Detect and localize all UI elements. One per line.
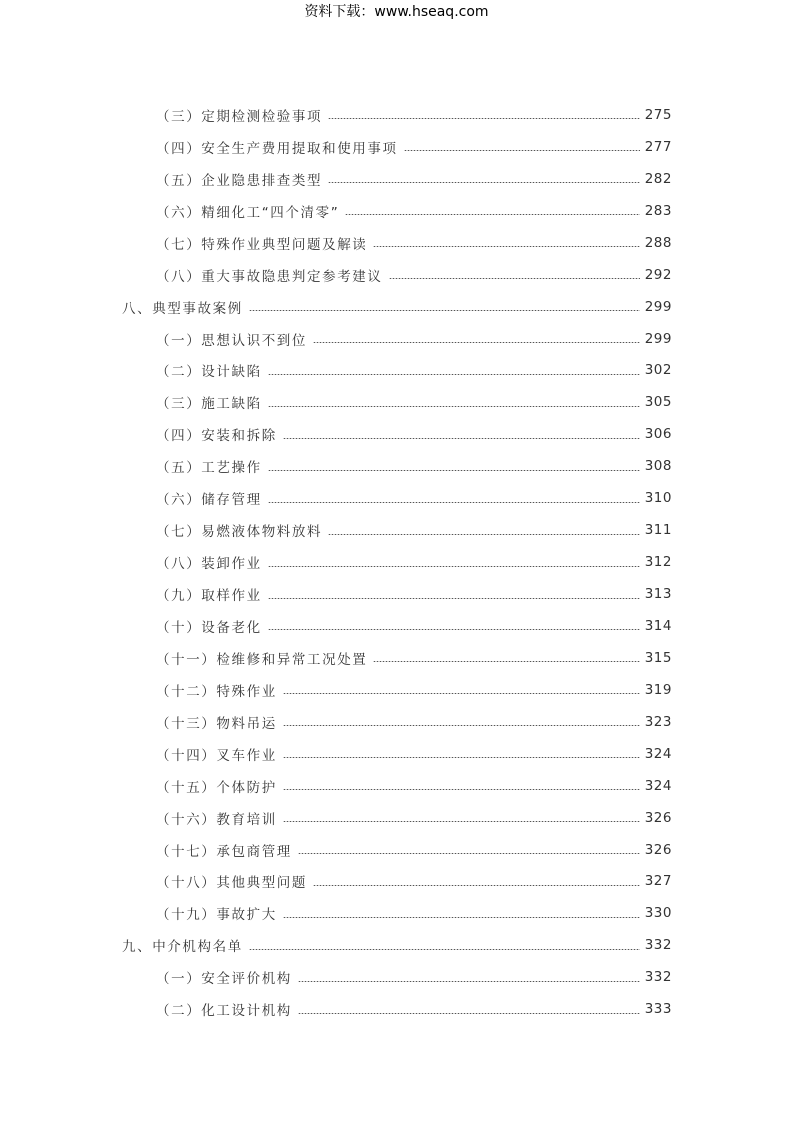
toc-page-number: 288 — [644, 234, 672, 251]
toc-entry-title: （三）施工缺陷 — [156, 396, 262, 413]
toc-section-entry[interactable] — [0, 227, 793, 259]
toc-entry-title: （四）安全生产费用提取和使用事项 — [156, 140, 398, 157]
toc-entry-title: （四）安装和拆除 — [156, 428, 277, 445]
toc-entry-title: （十）设备老化 — [156, 619, 262, 636]
table-of-contents — [0, 99, 793, 1025]
toc-page-number: 299 — [644, 330, 672, 347]
toc-page-number: 315 — [644, 649, 672, 666]
toc-entry-title: （十九）事故扩大 — [156, 907, 277, 924]
toc-page-number: 330 — [644, 905, 672, 922]
toc-section-entry[interactable] — [0, 706, 793, 738]
toc-page-number: 332 — [644, 937, 672, 954]
toc-dot-leader — [313, 342, 640, 343]
toc-section-entry[interactable] — [0, 738, 793, 770]
toc-dot-leader — [268, 629, 640, 630]
toc-entry-title: （一）思想认识不到位 — [156, 332, 307, 349]
toc-section-entry[interactable] — [0, 195, 793, 227]
toc-page-number: 333 — [644, 1001, 672, 1018]
toc-entry-title: （二）化工设计机构 — [156, 1003, 292, 1020]
toc-section-entry[interactable] — [0, 802, 793, 834]
toc-section-entry[interactable] — [0, 418, 793, 450]
toc-entry-title: （八）重大事故隐患判定参考建议 — [156, 268, 383, 285]
toc-dot-leader — [328, 118, 640, 119]
toc-page-number: 283 — [644, 202, 672, 219]
toc-section-entry[interactable] — [0, 131, 793, 163]
page-header — [0, 3, 793, 21]
toc-section-entry[interactable] — [0, 866, 793, 898]
toc-page-number: 275 — [644, 106, 672, 123]
toc-section-entry[interactable] — [0, 450, 793, 482]
toc-section-entry[interactable] — [0, 642, 793, 674]
toc-section-entry[interactable] — [0, 546, 793, 578]
toc-dot-leader — [328, 182, 640, 183]
toc-dot-leader — [283, 821, 640, 822]
toc-section-entry[interactable] — [0, 514, 793, 546]
toc-entry-title: （六）储存管理 — [156, 492, 262, 509]
toc-entry-title: （七）易燃液体物料放料 — [156, 524, 323, 541]
toc-dot-leader — [249, 310, 640, 311]
toc-entry-title: （十二）特殊作业 — [156, 683, 277, 700]
toc-entry-title: （二）设计缺陷 — [156, 364, 262, 381]
toc-dot-leader — [249, 949, 640, 950]
toc-dot-leader — [328, 534, 640, 535]
toc-section-entry[interactable] — [0, 674, 793, 706]
toc-entry-title: （十八）其他典型问题 — [156, 875, 307, 892]
toc-dot-leader — [268, 406, 640, 407]
toc-page-number: 326 — [644, 809, 672, 826]
toc-entry-title: （六）精细化工“四个清零” — [156, 204, 340, 221]
toc-page-number: 319 — [644, 681, 672, 698]
toc-entry-title: （十六）教育培训 — [156, 811, 277, 828]
toc-section-entry[interactable] — [0, 897, 793, 929]
toc-dot-leader — [298, 981, 640, 982]
toc-dot-leader — [283, 757, 640, 758]
toc-page-number: 312 — [644, 554, 672, 571]
toc-entry-title: （九）取样作业 — [156, 588, 262, 605]
toc-dot-leader — [268, 374, 640, 375]
toc-section-entry[interactable] — [0, 961, 793, 993]
toc-page-number: 326 — [644, 841, 672, 858]
toc-dot-leader — [283, 789, 640, 790]
toc-page-number: 332 — [644, 969, 672, 986]
toc-page-number: 308 — [644, 458, 672, 475]
toc-page-number: 282 — [644, 170, 672, 187]
toc-dot-leader — [268, 502, 640, 503]
toc-dot-leader — [268, 566, 640, 567]
toc-dot-leader — [313, 885, 640, 886]
toc-entry-title: （三）定期检测检验事项 — [156, 108, 323, 125]
toc-section-entry[interactable] — [0, 578, 793, 610]
toc-dot-leader — [298, 1013, 640, 1014]
toc-section-entry[interactable] — [0, 323, 793, 355]
toc-entry-title: （十五）个体防护 — [156, 779, 277, 796]
toc-entry-title: （十七）承包商管理 — [156, 843, 292, 860]
toc-entry-title: （一）安全评价机构 — [156, 971, 292, 988]
toc-dot-leader — [268, 470, 640, 471]
toc-page-number: 299 — [644, 298, 672, 315]
toc-entry-title: （五）工艺操作 — [156, 460, 262, 477]
toc-section-entry[interactable] — [0, 386, 793, 418]
toc-section-entry[interactable] — [0, 993, 793, 1025]
toc-page-number: 323 — [644, 713, 672, 730]
toc-page-number: 306 — [644, 426, 672, 443]
toc-page-number: 324 — [644, 777, 672, 794]
toc-page-number: 310 — [644, 490, 672, 507]
toc-section-entry[interactable] — [0, 482, 793, 514]
toc-entry-title: （十四）叉车作业 — [156, 747, 277, 764]
toc-dot-leader — [389, 278, 641, 279]
toc-chapter-entry[interactable] — [0, 291, 793, 323]
toc-chapter-entry[interactable] — [0, 929, 793, 961]
toc-page-number: 302 — [644, 362, 672, 379]
toc-dot-leader — [283, 693, 640, 694]
toc-section-entry[interactable] — [0, 770, 793, 802]
toc-section-entry[interactable] — [0, 99, 793, 131]
toc-entry-title: （十一）检维修和异常工况处置 — [156, 651, 368, 668]
toc-dot-leader — [283, 725, 640, 726]
toc-page-number: 292 — [644, 266, 672, 283]
toc-page-number: 277 — [644, 138, 672, 155]
toc-dot-leader — [345, 214, 640, 215]
toc-page-number: 314 — [644, 617, 672, 634]
toc-dot-leader — [373, 246, 640, 247]
toc-page-number: 311 — [644, 522, 672, 539]
toc-entry-title: （七）特殊作业典型问题及解读 — [156, 236, 368, 253]
toc-page-number: 324 — [644, 745, 672, 762]
toc-page-number: 327 — [644, 873, 672, 890]
toc-section-entry[interactable] — [0, 163, 793, 195]
toc-page-number: 305 — [644, 394, 672, 411]
toc-entry-title: （十三）物料吊运 — [156, 715, 277, 732]
toc-section-entry[interactable] — [0, 259, 793, 291]
toc-dot-leader — [283, 438, 640, 439]
toc-dot-leader — [268, 598, 640, 599]
toc-dot-leader — [283, 917, 640, 918]
toc-dot-leader — [373, 661, 640, 662]
toc-section-entry[interactable] — [0, 834, 793, 866]
toc-entry-title: 八、典型事故案例 — [122, 300, 243, 317]
toc-section-entry[interactable] — [0, 355, 793, 387]
toc-entry-title: 九、中介机构名单 — [122, 939, 243, 956]
toc-dot-leader — [404, 150, 640, 151]
toc-entry-title: （五）企业隐患排查类型 — [156, 172, 323, 189]
header-download-text: 资料下载：www.hseaq.com — [304, 4, 489, 20]
toc-section-entry[interactable] — [0, 610, 793, 642]
toc-dot-leader — [298, 853, 640, 854]
toc-page-number: 313 — [644, 586, 672, 603]
toc-entry-title: （八）装卸作业 — [156, 556, 262, 573]
